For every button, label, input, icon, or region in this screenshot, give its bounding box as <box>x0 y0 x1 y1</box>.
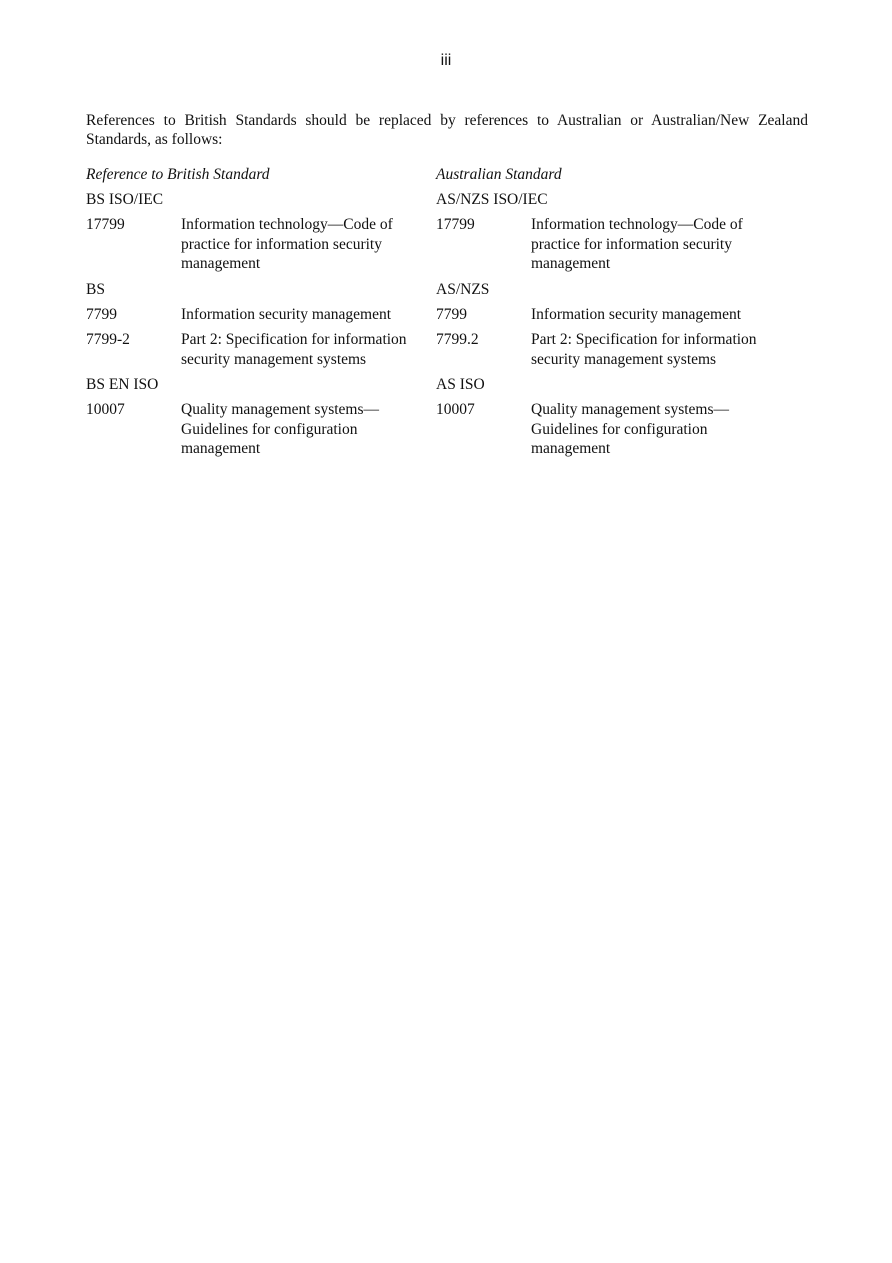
standard-number: 7799.2 <box>436 331 479 348</box>
standard-entry <box>436 330 776 369</box>
standard-number: 7799-2 <box>86 331 130 348</box>
standard-title: Information security management <box>531 305 742 323</box>
british-column-heading: Reference to British Standard <box>86 166 270 183</box>
standards-correspondence-table <box>86 165 808 525</box>
standard-number: 7799 <box>86 305 117 323</box>
page-number: iii <box>440 52 452 69</box>
australian-column-heading: Australian Standard <box>436 166 562 183</box>
standard-title: Part 2: Specification for information security management systems <box>181 331 407 368</box>
standard-entry <box>436 305 776 325</box>
standard-entry <box>86 215 426 274</box>
intro-paragraph: References to British Standards should be replaced by references to Australian or Australian/New Zealand Standards, as follows: <box>86 112 808 148</box>
standard-entry <box>86 400 426 459</box>
group-label: BS EN ISO <box>86 376 159 393</box>
standard-number: 17799 <box>436 216 475 233</box>
standard-number: 10007 <box>86 401 125 418</box>
standard-title: Information technology—Code of practice for information security management <box>181 216 393 272</box>
standard-entry <box>86 330 426 369</box>
group-label: BS ISO/IEC <box>86 191 164 208</box>
group-label: AS/NZS ISO/IEC <box>436 191 548 208</box>
standard-number: 7799 <box>436 305 467 323</box>
standard-title: Information technology—Code of practice for information security management <box>531 216 743 272</box>
group-label: AS/NZS <box>436 280 490 298</box>
standard-number: 10007 <box>436 401 475 418</box>
group-label: AS ISO <box>436 376 485 393</box>
standard-title: Part 2: Specification for information security management systems <box>531 331 757 368</box>
standard-title: Quality management systems— Guidelines for configuration management <box>181 401 380 457</box>
australian-standards-column <box>436 165 776 465</box>
standard-number: 17799 <box>86 216 125 233</box>
standard-entry <box>436 215 776 274</box>
standard-title: Quality management systems— Guidelines for configuration management <box>531 401 730 457</box>
british-standards-column <box>86 165 426 465</box>
standard-entry <box>436 400 776 459</box>
standard-title: Information security management <box>181 305 392 323</box>
group-label: BS <box>86 280 105 298</box>
standard-entry <box>86 305 426 325</box>
